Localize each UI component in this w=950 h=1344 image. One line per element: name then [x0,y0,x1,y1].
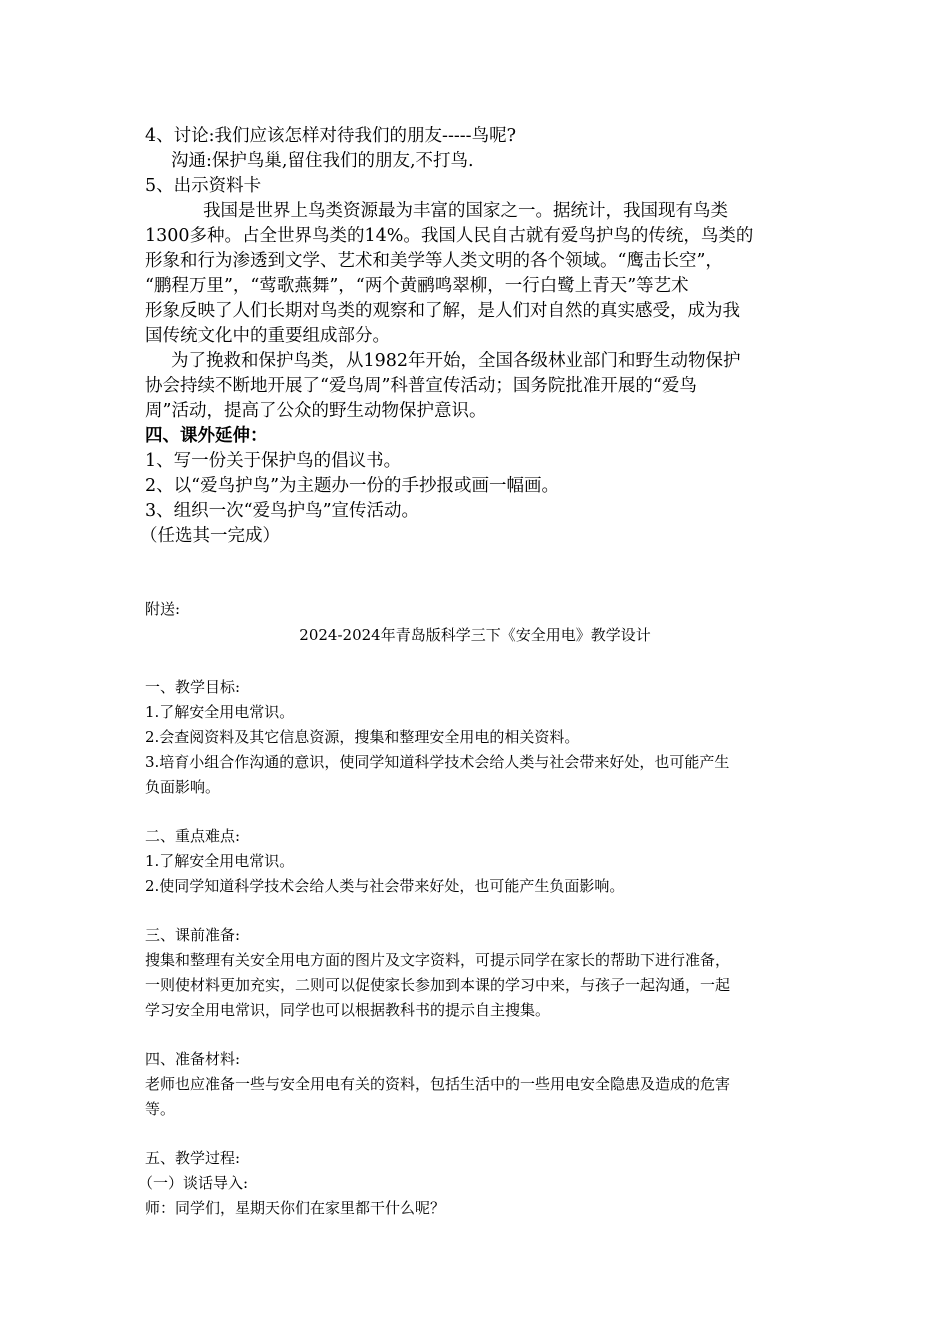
resource-card-heading: 5、出示资料卡 [145,176,262,196]
paragraph-line: 1300多种。占全世界鸟类的14%。我国人民自古就有爱鸟护鸟的传统，鸟类的 [145,226,754,246]
list-item: 1、写一份关于保护鸟的倡议书。 [145,451,402,471]
section-heading: 三、课前准备: [145,926,241,944]
paragraph-line: 为了挽救和保护鸟类，从1982年开始，全国各级林业部门和野生动物保护 [171,351,741,371]
discussion-line: 4、讨论:我们应该怎样对待我们的朋友-----鸟呢? [145,126,516,146]
subsection-heading: （一）谈话导入: [138,1174,249,1192]
section-heading: 一、教学目标: [145,678,241,696]
section-heading: 四、准备材料: [145,1050,241,1068]
paragraph-line: 等。 [145,1100,176,1118]
communication-line: 沟通:保护鸟巢,留住我们的朋友,不打鸟. [171,151,474,171]
section-heading: 四、课外延伸： [145,426,268,446]
paragraph-line: 国传统文化中的重要组成部分。 [145,326,390,346]
list-item: 1.了解安全用电常识。 [145,852,295,870]
list-item: 3.培育小组合作沟通的意识，使同学知道科学技术会给人类与社会带来好处，也可能产生 [145,753,730,771]
paragraph-line: “鹏程万里”，“莺歌燕舞”，“两个黄鹂鸣翠柳，一行白鹭上青天”等艺术 [145,276,689,296]
paragraph-line: 形象和行为渗透到文学、艺术和美学等人类文明的各个领域。“鹰击长空”， [145,251,723,271]
paragraph-line: 老师也应准备一些与安全用电有关的资料，包括生活中的一些用电安全隐患及造成的危害 [145,1075,731,1093]
list-item: 2、以“爱鸟护鸟”为主题办一份的手抄报或画一幅画。 [145,476,560,496]
paragraph-line: 师：同学们，星期天你们在家里都干什么呢？ [145,1199,446,1217]
list-item: 3、组织一次“爱鸟护鸟”宣传活动。 [145,501,420,521]
note-line: （任选其一完成） [140,526,280,546]
list-item: 1.了解安全用电常识。 [145,703,295,721]
document-title: 2024-2024年青岛版科学三下《安全用电》教学设计 [299,626,651,644]
paragraph-line: 周”活动，提高了公众的野生动物保护意识。 [145,401,487,421]
list-item: 2.会查阅资料及其它信息资源，搜集和整理安全用电的相关资料。 [145,728,580,746]
paragraph-line: 一则使材料更加充实，二则可以促使家长参加到本课的学习中来，与孩子一起沟通，一起 [145,976,731,994]
paragraph-line: 搜集和整理有关安全用电方面的图片及文字资料，可提示同学在家长的帮助下进行准备， [145,951,731,969]
paragraph-line: 协会持续不断地开展了“爱鸟周”科普宣传活动；国务院批准开展的“爱鸟 [145,376,697,396]
paragraph-line: 学习安全用电常识，同学也可以根据教科书的提示自主搜集。 [145,1001,551,1019]
list-item: 负面影响。 [145,778,221,796]
attachment-label: 附送: [145,600,181,618]
section-heading: 二、重点难点: [145,827,241,845]
section-heading: 五、教学过程: [145,1149,241,1167]
paragraph-line: 我国是世界上鸟类资源最为丰富的国家之一。据统计，我国现有鸟类 [203,201,728,221]
paragraph-line: 形象反映了人们长期对鸟类的观察和了解，是人们对自然的真实感受，成为我 [145,301,740,321]
list-item: 2.使同学知道科学技术会给人类与社会带来好处，也可能产生负面影响。 [145,877,625,895]
